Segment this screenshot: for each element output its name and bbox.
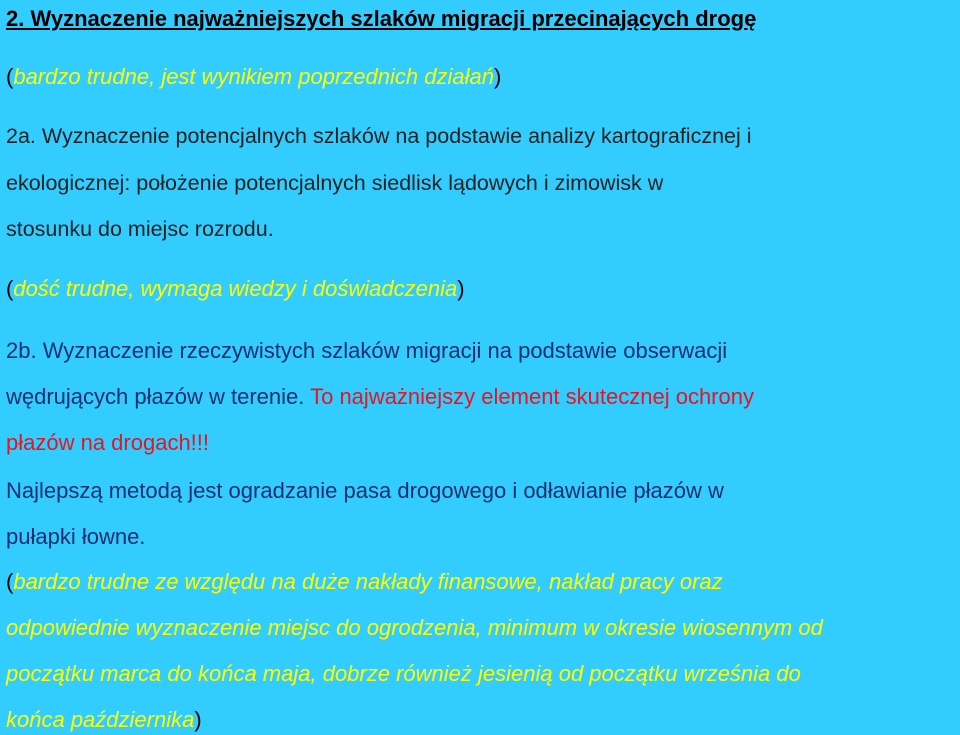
- section-2a-line-3: stosunku do miejsc rozrodu.: [6, 217, 274, 241]
- section-2b-line-2: wędrujących płazów w terenie. To najważniejszy element skutecznej ochrony: [6, 384, 754, 409]
- section-2-heading: 2. Wyznaczenie najważniejszych szlaków migracji przecinających drogę: [6, 6, 757, 31]
- emphasis-text: To najważniejszy element skutecznej ochrony: [310, 384, 754, 409]
- section-2b-note-line-3: początku marca do końca maja, dobrze również jesienią od początku września do: [6, 661, 801, 686]
- section-2b-note-line-4: końca października): [6, 707, 202, 732]
- section-2b-note-line-1: (bardzo trudne ze względu na duże nakłady finansowe, nakład pracy oraz: [6, 569, 723, 594]
- section-2b-line-3: płazów na drogach!!!: [6, 430, 210, 455]
- section-2b-line-1: 2b. Wyznaczenie rzeczywistych szlaków migracji na podstawie obserwacji: [6, 338, 728, 363]
- section-2b-line-5: pułapki łowne.: [6, 524, 146, 549]
- section-2a-note: (dość trudne, wymaga wiedzy i doświadczenia): [6, 276, 465, 301]
- section-2b-note-line-2: odpowiednie wyznaczenie miejsc do ogrodzenia, minimum w okresie wiosennym od: [6, 615, 823, 640]
- section-2b-line-4: Najlepszą metodą jest ogradzanie pasa drogowego i odławianie płazów w: [6, 478, 724, 503]
- section-2a-line-2: ekologicznej: położenie potencjalnych siedlisk lądowych i zimowisk w: [6, 171, 664, 195]
- section-2-note: (bardzo trudne, jest wynikiem poprzednich działań): [6, 64, 502, 89]
- section-2a-line-1: 2a. Wyznaczenie potencjalnych szlaków na podstawie analizy kartograficznej i: [6, 124, 752, 148]
